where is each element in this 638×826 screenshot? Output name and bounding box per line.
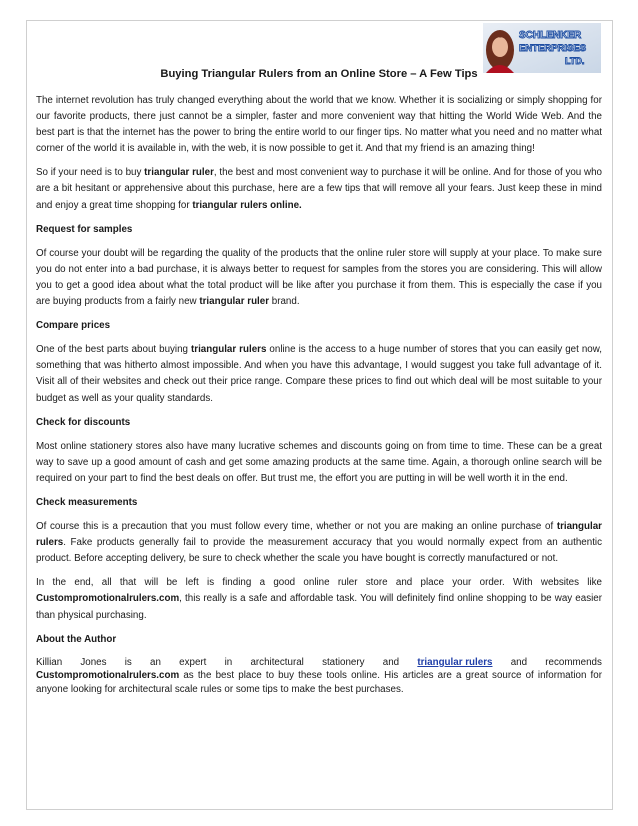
company-logo <box>483 23 601 73</box>
page-title: Buying Triangular Rulers from an Online Store – A Few Tips <box>160 68 478 80</box>
heading-compare-prices: Compare prices <box>36 320 111 332</box>
author-paragraph <box>36 656 602 697</box>
intro-paragraph: The internet revolution has truly changed everything about the world that we know. Whether it is socializing or simply shopping for our favorite products, there just cannot be a simpler, faster and more convenient way that hitting the World Wide Web. And the best part is that the internet has the power to bring the entire world to our finger tips. No matter what you need and no matter what corner of the world it is available in, with the web, it is now possible to get it. And that my friend is an amazing thing! <box>36 95 602 155</box>
triangular-rulers-link[interactable]: triangular rulers <box>417 656 493 668</box>
heading-request-samples: Request for samples <box>36 223 133 235</box>
author-rest: Custompromotionalrulers.com as the best place to buy these tools online. His articles are a great source of information for anyone looking for architectural scale rules or some tips to make the best purchases. <box>36 670 602 695</box>
logo-line1: SCHLENKER <box>519 30 582 41</box>
heading-check-measurements: Check measurements <box>36 496 138 508</box>
article-body <box>36 93 602 696</box>
closing-paragraph: In the end, all that will be left is finding a good online ruler store and place your order. With websites like Custompromotionalrulers.com, this really is a safe and affordable task. You will definitely find online shopping to be way easier than physical purchasing. <box>36 577 602 621</box>
logo-line3: LTD. <box>565 56 585 66</box>
heading-about-author: About the Author <box>36 633 117 645</box>
heading-check-discounts: Check for discounts <box>36 416 131 428</box>
prices-paragraph: One of the best parts about buying triangular rulers online is the access to a huge number of stores that you can easily get now, something that was hitherto almost impossible. And when you have this advantage, I would suggest you take full advantage of it. Visit all of their websites and check out their price range. Compare these prices to find out which deal will be most suitable to your budget as well as your quality standards. <box>36 344 602 404</box>
logo-line2: ENTERPRISES <box>519 43 587 54</box>
samples-paragraph: Of course your doubt will be regarding the quality of the products that the online ruler store will supply at your place. To make sure you do not enter into a bad purchase, it is always better to request for samples from the stores you are considering. This will allow you to get a good idea about what the total product will be like after you purchase it from them. This is especially the case if you are buying products from a fairly new triangular ruler brand. <box>36 247 602 308</box>
author-first-line: Killian Jones is an expert in architectural stationery and triangular rulers and recommends <box>36 656 602 668</box>
discounts-paragraph: Most online stationery stores also have many lucrative schemes and discounts going on from time to time. These can be a great way to save up a good amount of cash and get some amazing products at the same time. Again, a thorough online search will be required on your part to find the best deals on offer. But trust me, the effort you are putting in will be well worth it in the end. <box>36 440 602 484</box>
measurements-paragraph: Of course this is a precaution that you must follow every time, whether or not you are making an online purchase of triangular rulers. Fake products generally fail to provide the measurement accuracy that you would normally expect from an authentic product. Before accepting delivery, be sure to check whether the scale you have bought is correctly manufactured or not. <box>36 521 602 565</box>
paragraph-2: So if your need is to buy triangular ruler, the best and most convenient way to purchase it will be online. And for those of you who are a bit hesitant or apprehensive about this purchase, here are a few tips that will remove all your fears. Just keep these in mind and enjoy a great time shopping for triangular rulers online. <box>36 167 602 211</box>
